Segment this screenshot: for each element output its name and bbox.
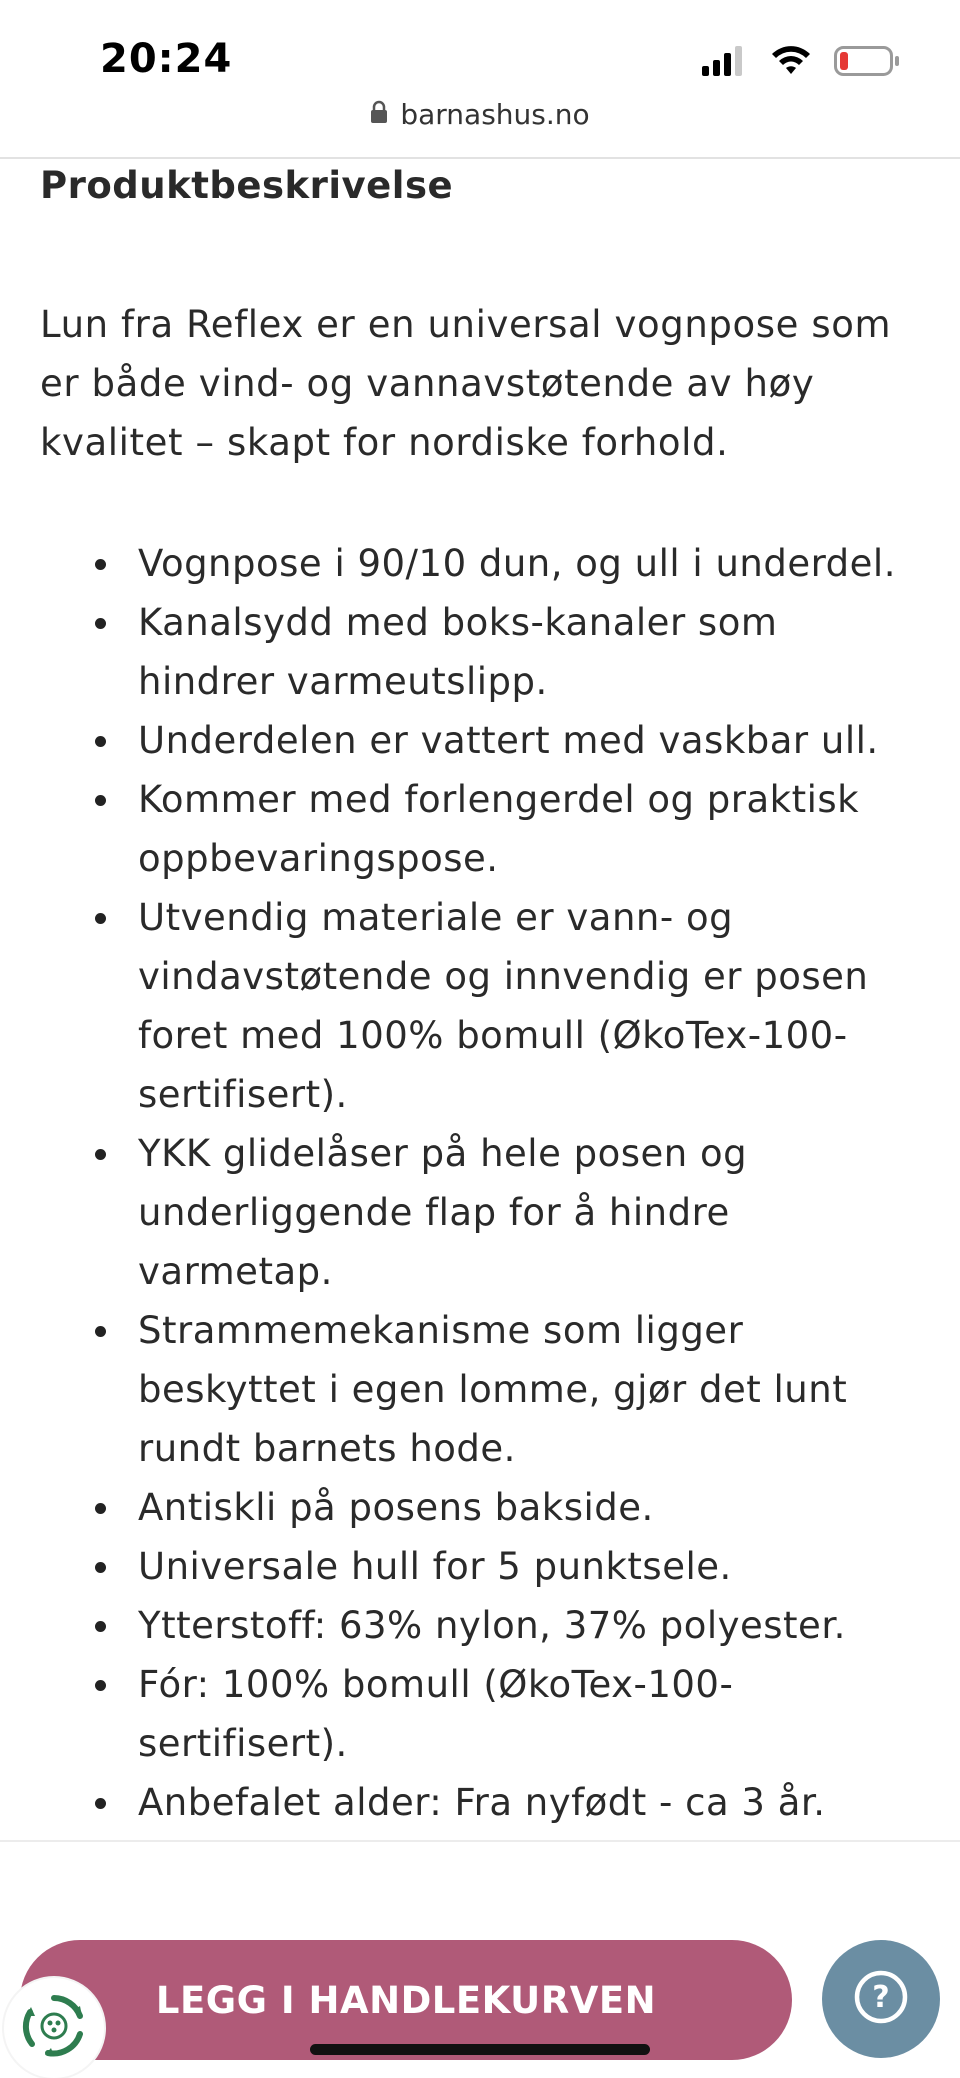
content-divider xyxy=(0,1840,960,1842)
bullet-icon xyxy=(95,1562,106,1573)
product-description xyxy=(40,158,920,1832)
bullet-icon xyxy=(95,559,106,570)
list-item: YKK glidelåser på hele posen og underliggende flap for å hindre varmetap. xyxy=(40,1124,920,1301)
list-item: Strammemekanisme som ligger beskyttet i egen lomme, gjør det lunt rundt barnets hode. xyxy=(40,1301,920,1478)
bullet-icon xyxy=(95,795,106,806)
lock-icon xyxy=(370,98,388,131)
battery-icon xyxy=(834,46,900,80)
bullet-icon xyxy=(95,1621,106,1632)
help-button[interactable] xyxy=(822,1940,940,2058)
bullet-icon xyxy=(95,1503,106,1514)
bullet-icon xyxy=(95,618,106,629)
bullet-icon xyxy=(95,1798,106,1809)
list-item: Kommer med forlengerdel og praktisk oppbevaringspose. xyxy=(40,770,920,888)
bullet-icon xyxy=(95,1149,106,1160)
home-indicator[interactable] xyxy=(310,2044,650,2055)
wifi-icon xyxy=(770,46,812,80)
list-item: Vognpose i 90/10 dun, og ull i underdel. xyxy=(40,534,920,593)
url-bar[interactable] xyxy=(0,98,960,158)
list-item: Anbefalet alder: Fra nyfødt - ca 3 år. xyxy=(40,1773,920,1832)
add-to-cart-button[interactable]: LEGG I HANDLEKURVEN xyxy=(20,1940,792,2060)
list-item: Antiskli på posens bakside. xyxy=(40,1478,920,1537)
recycle-icon xyxy=(18,1990,90,2066)
svg-text:?: ? xyxy=(872,1980,890,2015)
list-item: Underdelen er vattert med vaskbar ull. xyxy=(40,711,920,770)
help-icon xyxy=(853,1969,909,2029)
bullet-icon xyxy=(95,1326,106,1337)
bullet-icon xyxy=(95,1680,106,1691)
status-time: 20:24 xyxy=(100,36,233,82)
bullet-icon xyxy=(95,736,106,747)
feature-list xyxy=(40,534,920,1832)
recycle-badge[interactable] xyxy=(4,1978,104,2078)
status-bar xyxy=(0,0,960,100)
list-item: Ytterstoff: 63% nylon, 37% polyester. xyxy=(40,1596,920,1655)
list-item: Kanalsydd med boks-kanaler som hindrer varmeutslipp. xyxy=(40,593,920,711)
list-item: Universale hull for 5 punktsele. xyxy=(40,1537,920,1596)
list-item: Fór: 100% bomull (ØkoTex-100-sertifisert). xyxy=(40,1655,920,1773)
cellular-signal-icon xyxy=(702,46,748,80)
bullet-icon xyxy=(95,913,106,924)
url-domain: barnashus.no xyxy=(400,98,590,131)
intro-paragraph: Lun fra Reflex er en universal vognpose som er både vind- og vannavstøtende av høy kvalitet – skapt for nordiske forhold. xyxy=(40,303,892,464)
section-title: Produktbeskrivelse xyxy=(40,164,454,207)
list-item: Utvendig materiale er vann- og vindavstøtende og innvendig er posen foret med 100% bomull (ØkoTex-100-sertifisert). xyxy=(40,888,920,1124)
status-icons xyxy=(702,46,900,80)
